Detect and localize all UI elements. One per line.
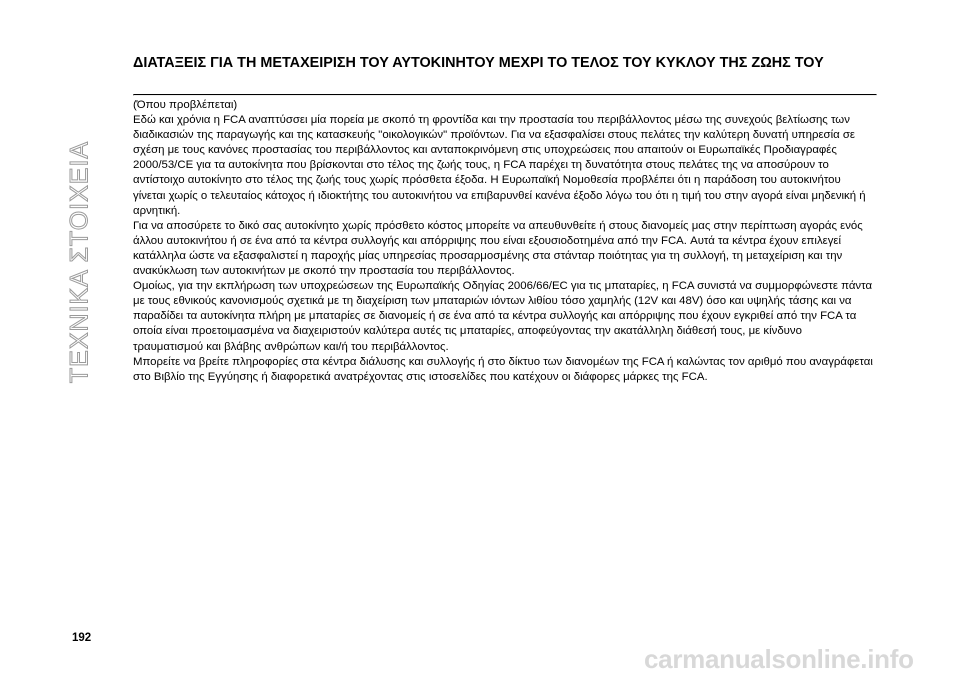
paragraph: Για να αποσύρετε το δικό σας αυτοκίνητο χωρίς πρόσθετο κόστος μπορείτε να απευθυνθείτε ή στους διανομείς μας στην περίπτωση αγοράς ενός άλλου αυτοκινήτου ή σε ένα από τα κέντρα συλλογής και απόρριψης που είναι εξουσιοδοτημένα από την FCA. Αυτά τα κέντρα έχουν επιλεγεί κατάλληλα ώστε να εξασφαλιστεί η παροχής μίας υπηρεσίας προσαρμοσμένης στα στάνταρ ποιότητας για τη συλλογή, τη μεταχείριση και την ανακύκλωση των αυτοκινήτων με σκοπό την προστασία του περιβάλλοντος. [133,219,863,278]
heading-divider [133,94,877,96]
watermark: carmanualsonline.info [644,644,914,674]
paragraph: Μπορείτε να βρείτε πληροφορίες στα κέντρα διάλυσης και συλλογής ή στο δίκτυο των διανομέων της FCA ή καλώντας τον αριθμό που αναγράφεται στο Βιβλίο της Εγγύησης ή διαφορετικά ανατρέχοντας στις ιστοσελίδες που κατέχουν οι διάφορες μάρκες της FCA. [133,355,873,383]
page-number: 192 [72,632,92,644]
paragraph-intro: (Όπου προβλέπεται) [133,99,238,111]
page-heading: ΔΙΑΤΑΞΕΙΣ ΓΙΑ ΤΗ ΜΕΤΑΧΕΙΡΙΣΗ ΤΟΥ ΑΥΤΟΚΙΝΗΤΟΥ ΜΕΧΡΙ ΤΟ ΤΕΛΟΣ ΤΟΥ ΚΥΚΛΟΥ ΤΗΣ ΖΩΗΣ ΤΟΥ [133,55,824,71]
paragraph: Ομοίως, για την εκπλήρωση των υποχρεώσεων της Ευρωπαϊκής Οδηγίας 2006/66/EC για τις μπαταρίες, η FCA συνιστά να συμμορφώνεστε πάντα με τους εθνικούς κανονισμούς σχετικά με τη διαχείριση των μπαταριών ιόντων λιθίου τόσο χαμηλής (12V και 48V) όσο και υψηλής τάσης και να παραδίδει τα αυτοκίνητα πλήρη με μπαταρίες σε διανομείς ή σε ένα από τα κέντρα συλλογής και απόρριψης που έχουν εγκριθεί από την FCA τα οποία είναι προετοιμασμένα να διαχειριστούν καλύτερα αυτές τις μπαταρίες, αποφεύγοντας την ακατάλληλη διάθεσή τους, με κίνδυνο τραυματισμού και βλάβης ανθρώπων και/ή του περιβάλλοντος. [133,280,873,353]
section-title: ΤΕΧΝΙΚΑ ΣΤΟΙΧΕΙΑ [65,140,94,384]
paragraph: Εδώ και χρόνια η FCA αναπτύσσει μία πορεία με σκοπό τη φροντίδα και την προστασία του περιβάλλοντος μέσω της συνεχούς βελτίωσης των διαδικασιών της παραγωγής και της κατασκευής "οικολογικών" προϊόντων. Για να εξασφαλίσει στους πελάτες την καλύτερη δυνατή υπηρεσία σε σχέση με τους κανόνες προστασίας του περιβάλλοντος και ανταποκρινόμενη στις υποχρεώσεις που απαιτούν οι Ευρωπαϊκές Προδιαγραφές 2000/53/CE για τα αυτοκίνητα που βρίσκονται στο τέλος της ζωής τους, η FCA παρέχει τη δυνατότητα στους πελάτες της να αποσύρουν το αντίστοιχο αυτοκίνητο στο τέλος της ζωής τους χωρίς πρόσθετα έξοδα. Η Ευρωπαϊκή Νομοθεσία προβλέπει ότι η παράδοση του αυτοκινήτου γίνεται χωρίς ο τελευταίος κάτοχος ή ιδιοκτήτης του αυτοκινήτου να επιβαρυνθεί κανένα έξοδο λόγω του ότι η τιμή του στην αγορά είναι μηδενική ή αρνητική. [133,114,866,217]
body-text [133,98,875,385]
